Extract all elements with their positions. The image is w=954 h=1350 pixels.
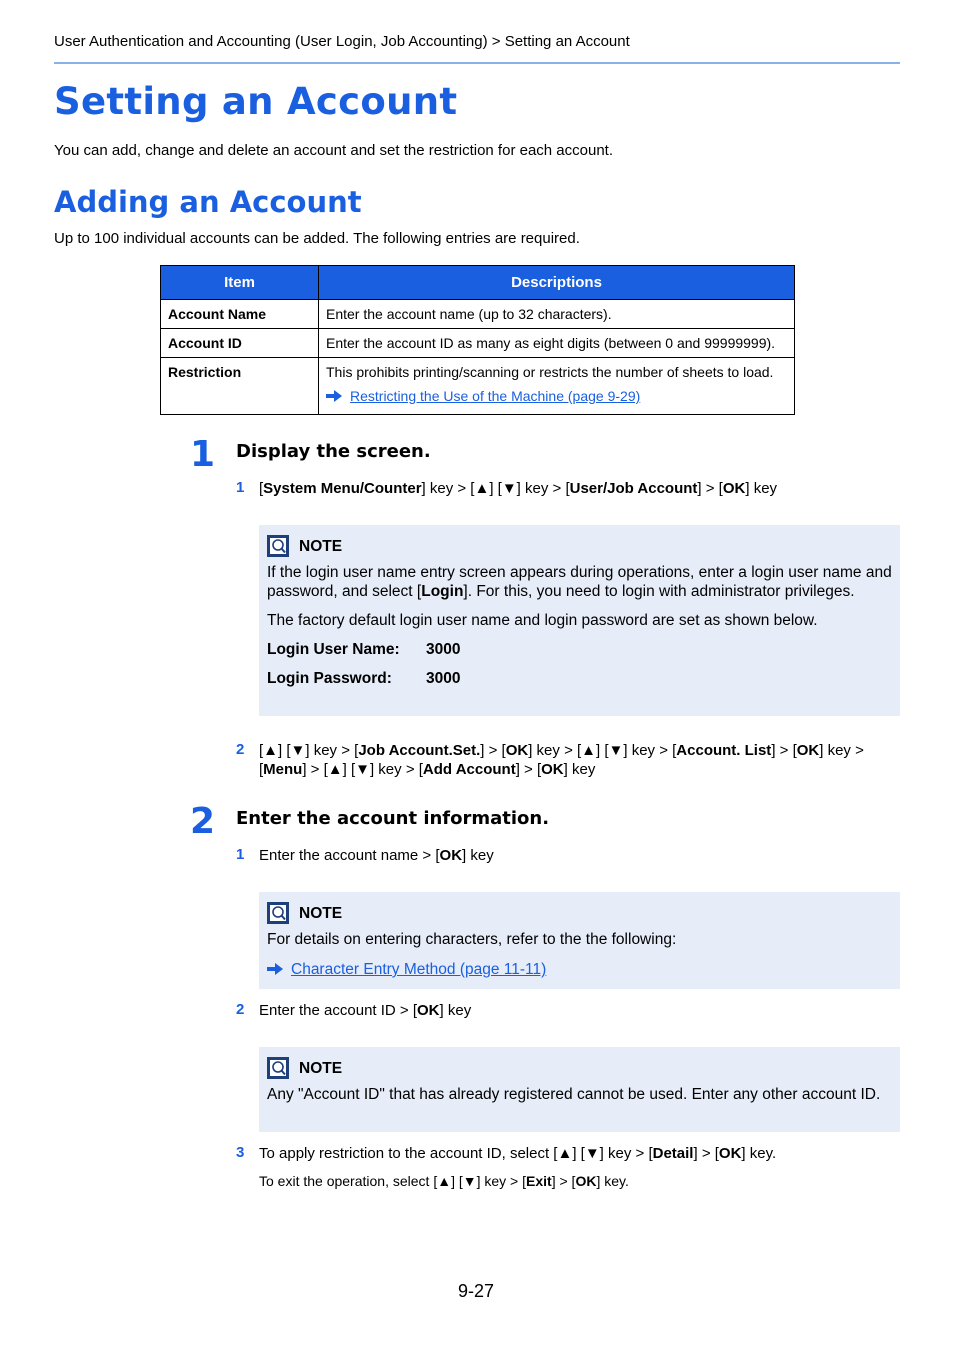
table-cell-item: Restriction — [161, 358, 319, 415]
arrow-right-icon — [267, 963, 283, 975]
breadcrumb: User Authentication and Accounting (User Login, Job Accounting) > Setting an Account — [54, 33, 630, 50]
restriction-desc: This prohibits printing/scanning or restricts the number of sheets to load. — [326, 364, 774, 380]
restriction-link-row[interactable] — [326, 388, 787, 404]
table-header-row — [161, 266, 795, 300]
section-heading: Adding an Account — [54, 185, 362, 219]
restriction-link[interactable]: Restricting the Use of the Machine (page 9-29) — [350, 388, 641, 404]
step-title: Enter the account information. — [236, 808, 550, 829]
table-cell-desc: Enter the account name (up to 32 characters). — [319, 300, 795, 329]
substep-text: [System Menu/Counter] key > [▲] [▼] key > [User/Job Account] > [OK] key — [259, 480, 778, 497]
step-number: 2 — [190, 801, 216, 842]
section-intro: Up to 100 individual accounts can be added. The following entries are required. — [54, 230, 580, 247]
login-password-row — [267, 669, 892, 688]
table-cell-desc: Enter the account ID as many as eight digits (between 0 and 99999999). — [319, 329, 795, 358]
note-link-row[interactable] — [267, 960, 892, 979]
login-user-value: 3000 — [426, 641, 461, 658]
login-password-value: 3000 — [426, 670, 461, 687]
substep-text: Enter the account name > [OK] key — [259, 847, 494, 864]
page-title: Setting an Account — [54, 80, 458, 123]
substep-text: Enter the account ID > [OK] key — [259, 1002, 472, 1019]
column-header-item: Item — [161, 266, 319, 300]
table-row — [161, 329, 795, 358]
substep-number: 2 — [236, 1001, 245, 1018]
note-text: The factory default login user name and login password are set as shown below. — [267, 612, 818, 629]
note-box — [259, 1047, 900, 1132]
note-header — [267, 1057, 892, 1079]
login-password-label: Login Password: — [267, 670, 392, 687]
column-header-descriptions: Descriptions — [319, 266, 795, 300]
substep-number: 1 — [236, 846, 245, 863]
table-row — [161, 300, 795, 329]
substep-number: 1 — [236, 479, 245, 496]
note-header — [267, 902, 892, 924]
note-text: Any "Account ID" that has already registered cannot be used. Enter any other account ID. — [267, 1086, 881, 1103]
note-label: NOTE — [299, 537, 343, 555]
substep-subnote: To exit the operation, select [▲] [▼] key > [Exit] > [OK] key. — [259, 1173, 629, 1189]
substep-number: 3 — [236, 1144, 245, 1161]
note-icon — [267, 535, 289, 557]
table-cell-desc — [319, 358, 795, 415]
substep-text: [▲] [▼] key > [Job Account.Set.] > [OK] key > [▲] [▼] key > [Account. List] > [OK] key > [Menu] > [▲] [▼] key > [Add Account] > [OK] key — [259, 742, 864, 778]
note-label: NOTE — [299, 904, 343, 922]
step-title: Display the screen. — [236, 441, 431, 462]
substep-number: 2 — [236, 741, 245, 758]
note-text: If the login user name entry screen appears during operations, enter a login user name and password, and select [Login]. For this, you need to login with administrator privileges. — [267, 564, 892, 600]
entries-table — [160, 265, 795, 415]
note-icon — [267, 1057, 289, 1079]
note-text: For details on entering characters, refer to the the following: — [267, 931, 677, 948]
note-label: NOTE — [299, 1059, 343, 1077]
step-number: 1 — [190, 434, 216, 475]
table-cell-item: Account ID — [161, 329, 319, 358]
login-user-label: Login User Name: — [267, 641, 400, 658]
note-box — [259, 525, 900, 716]
header-rule — [54, 62, 900, 64]
login-user-row — [267, 640, 892, 659]
note-box — [259, 892, 900, 989]
note-header — [267, 535, 892, 557]
page-intro: You can add, change and delete an account and set the restriction for each account. — [54, 142, 614, 159]
substep-text: To apply restriction to the account ID, select [▲] [▼] key > [Detail] > [OK] key. — [259, 1145, 777, 1162]
table-row — [161, 358, 795, 415]
table-cell-item: Account Name — [161, 300, 319, 329]
character-entry-link[interactable]: Character Entry Method (page 11-11) — [291, 961, 547, 978]
page-number: 9-27 — [458, 1281, 495, 1301]
arrow-right-icon — [326, 390, 342, 402]
note-icon — [267, 902, 289, 924]
